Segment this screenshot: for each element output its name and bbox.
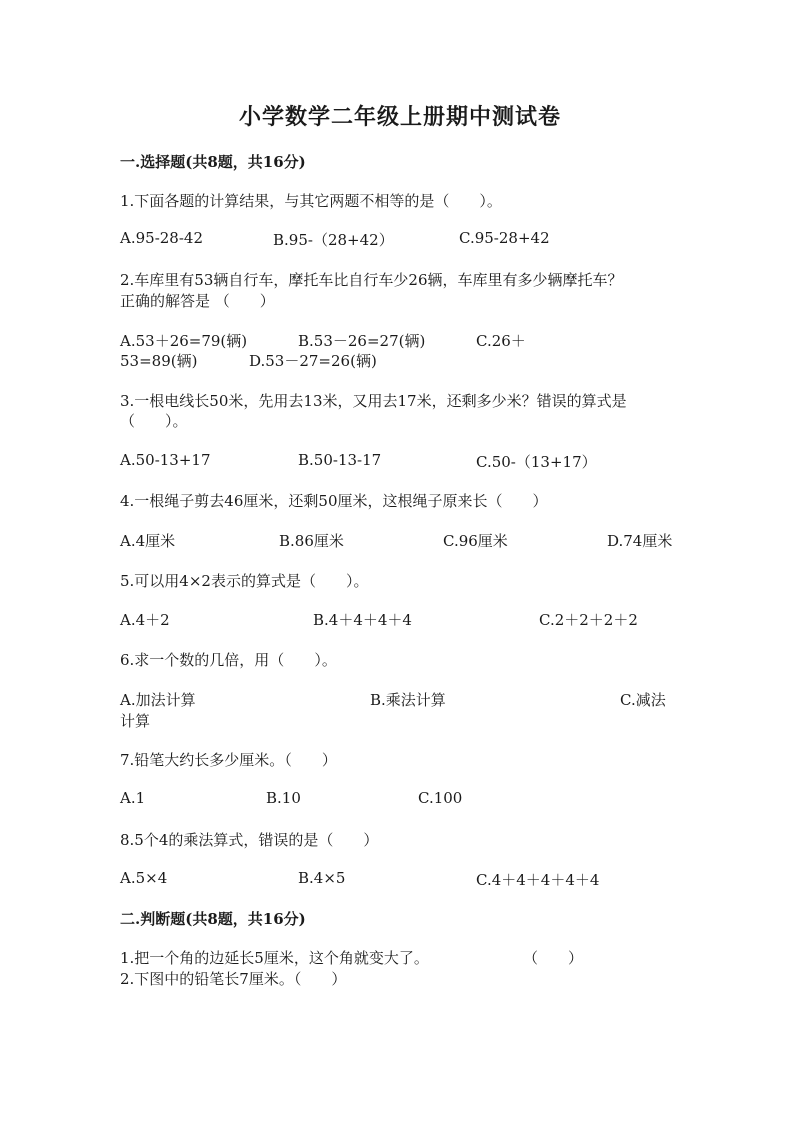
option-c-continued: 53=89(辆) (120, 352, 198, 370)
option-b: B.10 (266, 789, 301, 807)
option-c: C.50-（13+17） (476, 453, 597, 471)
option-a: A.50-13+17 (120, 451, 211, 469)
option-b: B.50-13-17 (298, 451, 382, 469)
option-c-continued: 计算 (120, 712, 151, 730)
option-d: D.53－27=26(辆) (249, 352, 377, 370)
option-c: C.减法 (620, 691, 666, 709)
section-heading-judgement: 二.判断题(共8题，共16分) (120, 910, 306, 928)
question-stem: 6.求一个数的几倍，用（ ）。 (120, 651, 337, 669)
option-c: C.2＋2＋2＋2 (539, 611, 638, 629)
option-b: B.86厘米 (279, 532, 344, 550)
question-stem: 2.下图中的铅笔长7厘米。（ ） (120, 970, 347, 988)
option-b: B.4×5 (298, 869, 346, 887)
option-b: B.4＋4＋4＋4 (313, 611, 412, 629)
answer-blank: （ ） (523, 949, 584, 967)
option-a: A.53＋26=79(辆) (120, 332, 248, 350)
option-b: B.乘法计算 (370, 691, 446, 709)
option-b: B.95-（28+42） (273, 231, 394, 249)
question-stem: 3.一根电线长50米，先用去13米，又用去17米，还剩多少米？错误的算式是 (120, 392, 627, 410)
question-stem: 2.车库里有53辆自行车，摩托车比自行车少26辆，车库里有多少辆摩托车？ (120, 271, 623, 289)
question-stem: 4.一根绳子剪去46厘米，还剩50厘米，这根绳子原来长（ ） (120, 492, 548, 510)
question-stem: 1.下面各题的计算结果，与其它两题不相等的是（ ）。 (120, 192, 502, 210)
option-c: C.26＋ (476, 332, 526, 350)
question-stem: 7.铅笔大约长多少厘米。（ ） (120, 751, 337, 769)
option-a: A.5×4 (120, 869, 168, 887)
option-a: A.95-28-42 (120, 229, 203, 247)
option-a: A.4厘米 (120, 532, 176, 550)
question-stem: 8.5个4的乘法算式，错误的是（ ） (120, 831, 379, 849)
page-title: 小学数学二年级上册期中测试卷 (238, 104, 561, 130)
option-c: C.4＋4＋4＋4＋4 (476, 871, 600, 889)
option-b: B.53－26=27(辆) (298, 332, 426, 350)
section-heading-choice: 一.选择题(共8题，共16分) (120, 153, 306, 171)
question-stem: 5.可以用4×2表示的算式是（ ）。 (120, 572, 369, 590)
option-a: A.加法计算 (120, 691, 196, 709)
question-stem: 1.把一个角的边延长5厘米，这个角就变大了。 (120, 949, 429, 967)
option-a: A.1 (120, 789, 146, 807)
question-stem-continued: （ ）。 (120, 412, 188, 430)
option-c: C.95-28+42 (459, 229, 550, 247)
option-d: D.74厘米 (607, 532, 673, 550)
option-c: C.100 (418, 789, 463, 807)
option-a: A.4＋2 (120, 611, 170, 629)
question-stem-continued: 正确的解答是 （ ） (120, 292, 275, 310)
option-c: C.96厘米 (443, 532, 508, 550)
